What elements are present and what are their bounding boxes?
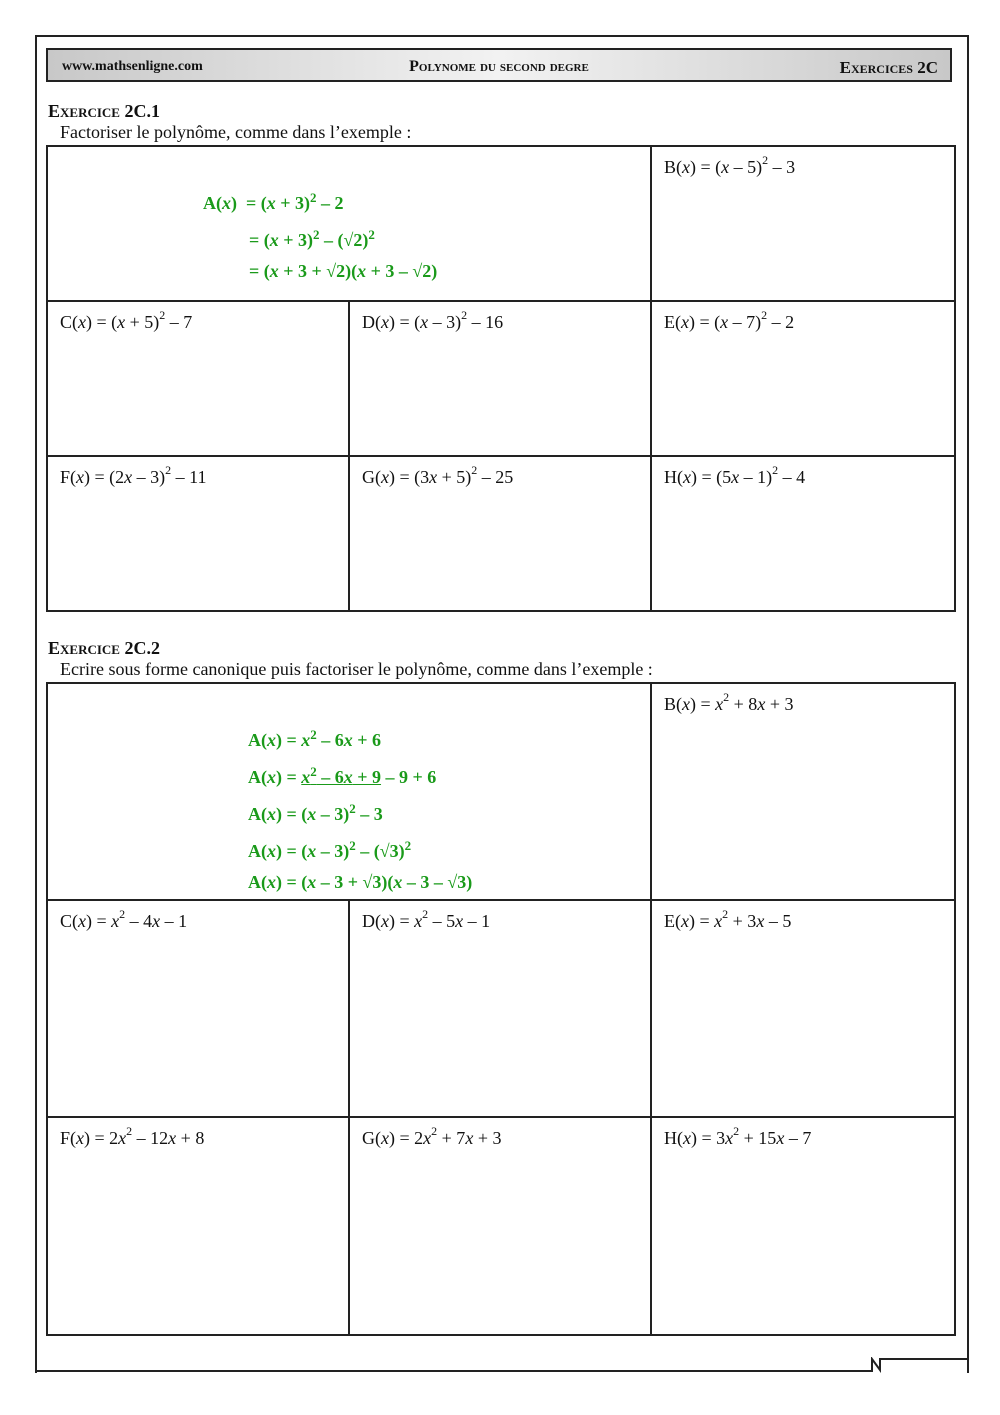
exercise1-formula-g: $G(x) = (3x + 5)^2 - 25$ xyxy=(362,463,514,487)
exercise2-formula-g: $G(x) = 2x^2 + 7x + 3$ xyxy=(362,1124,502,1148)
exercise2-grid xyxy=(46,682,956,1336)
page-frame-bottom xyxy=(35,1370,873,1372)
exercise2-cell-g[interactable] xyxy=(349,1117,651,1335)
exercise2-example xyxy=(248,719,472,898)
exercise1-formula-c: $C(x) = (x + 5)^2 - 7$ xyxy=(60,308,193,332)
exercise1-cell-g[interactable] xyxy=(349,456,651,611)
exercise1-cell-b[interactable] xyxy=(651,146,955,301)
exercise2-example-line: $A(x) = x^2 - 6x + 9 - 9 + 6$ xyxy=(248,764,437,787)
exercise2-formula-e: $E(x) = x^2 + 3x - 5$ xyxy=(664,907,792,931)
exercise2-cell-h[interactable] xyxy=(651,1117,955,1335)
exercise1-title: Exercice 2C.1 xyxy=(48,101,160,121)
exercise2-formula-d: $D(x) = x^2 - 5x - 1$ xyxy=(362,907,491,931)
page-corner-mark xyxy=(868,1357,886,1373)
exercise2-instruction: Ecrire sous forme canonique puis factoriser le polynôme, comme dans l’exemple : xyxy=(60,659,653,679)
exercise1-formula-b: B(x) = (x – 5)$^2$ – 3 xyxy=(664,153,796,177)
exercise1-grid xyxy=(46,145,956,612)
exercise1-formula-f: F(x) = (2x – 3)$^2$ – 11 xyxy=(60,463,207,487)
exercise2-cell-e[interactable] xyxy=(651,900,955,1117)
header-exercise-set: Exercices 2C xyxy=(839,58,938,77)
exercise1-formula-h: H(x) = (5x – 1)$^2$ – 4 xyxy=(664,463,806,487)
exercise2-example-line: $A(x) = (x - 3)^2 - (√3)^2$ xyxy=(248,838,412,861)
exercise2-title: Exercice 2C.2 xyxy=(48,638,160,658)
exercise2-cell-c[interactable] xyxy=(47,900,349,1117)
exercise1-example-line: $A(x) = (x + 3)^2 - 2$ xyxy=(203,190,344,213)
exercise2-example-cell xyxy=(47,683,651,900)
exercise2-formula-f: $F(x) = 2x^2 - 12x + 8$ xyxy=(60,1124,205,1148)
exercise2-example-line: A(x) = (x – 3)$^2$ – 3 xyxy=(248,801,383,824)
exercise1-cell-h[interactable] xyxy=(651,456,955,611)
exercise1-example-line: = (x + 3 + √2)(x + 3 – √2) xyxy=(249,261,438,281)
exercise1-example xyxy=(203,182,437,287)
exercise1-cell-c[interactable] xyxy=(47,301,349,456)
exercise1-example-cell xyxy=(47,146,651,301)
exercise1-cell-e[interactable] xyxy=(651,301,955,456)
exercise1-instruction: Factoriser le polynôme, comme dans l’exemple : xyxy=(60,122,412,142)
exercise1-formula-d: D(x) = (x – 3)$^2$ – 16 xyxy=(362,308,504,332)
exercise2-example-line: $A(x) = x^2 - 6x + 6$ xyxy=(248,727,382,750)
header-title: Polynome du second degre xyxy=(409,58,589,75)
exercise2-cell-d[interactable] xyxy=(349,900,651,1117)
page-header xyxy=(46,48,952,82)
exercise2-formula-h: $H(x) = 3x^2 + 15x - 7$ xyxy=(664,1124,812,1148)
exercise1-cell-f[interactable] xyxy=(47,456,349,611)
exercise2-formula-b: $B(x) = x^2 + 8x + 3$ xyxy=(664,690,794,714)
exercise2-cell-f[interactable] xyxy=(47,1117,349,1335)
exercise2-cell-b[interactable] xyxy=(651,683,955,900)
header-site: www.mathsenligne.com xyxy=(62,59,203,74)
page-frame-bottom-right xyxy=(883,1358,967,1360)
exercise1-cell-d[interactable] xyxy=(349,301,651,456)
exercise2-example-line: A(x) = (x – 3 + √3)(x – 3 – √3) xyxy=(248,872,473,892)
exercise2-formula-c: $C(x) = x^2 - 4x - 1$ xyxy=(60,907,188,931)
exercise1-formula-e: E(x) = (x – 7)$^2$ – 2 xyxy=(664,308,795,332)
exercise1-example-line: = $(x + 3)^2 - (√2)^2$ xyxy=(249,227,375,250)
